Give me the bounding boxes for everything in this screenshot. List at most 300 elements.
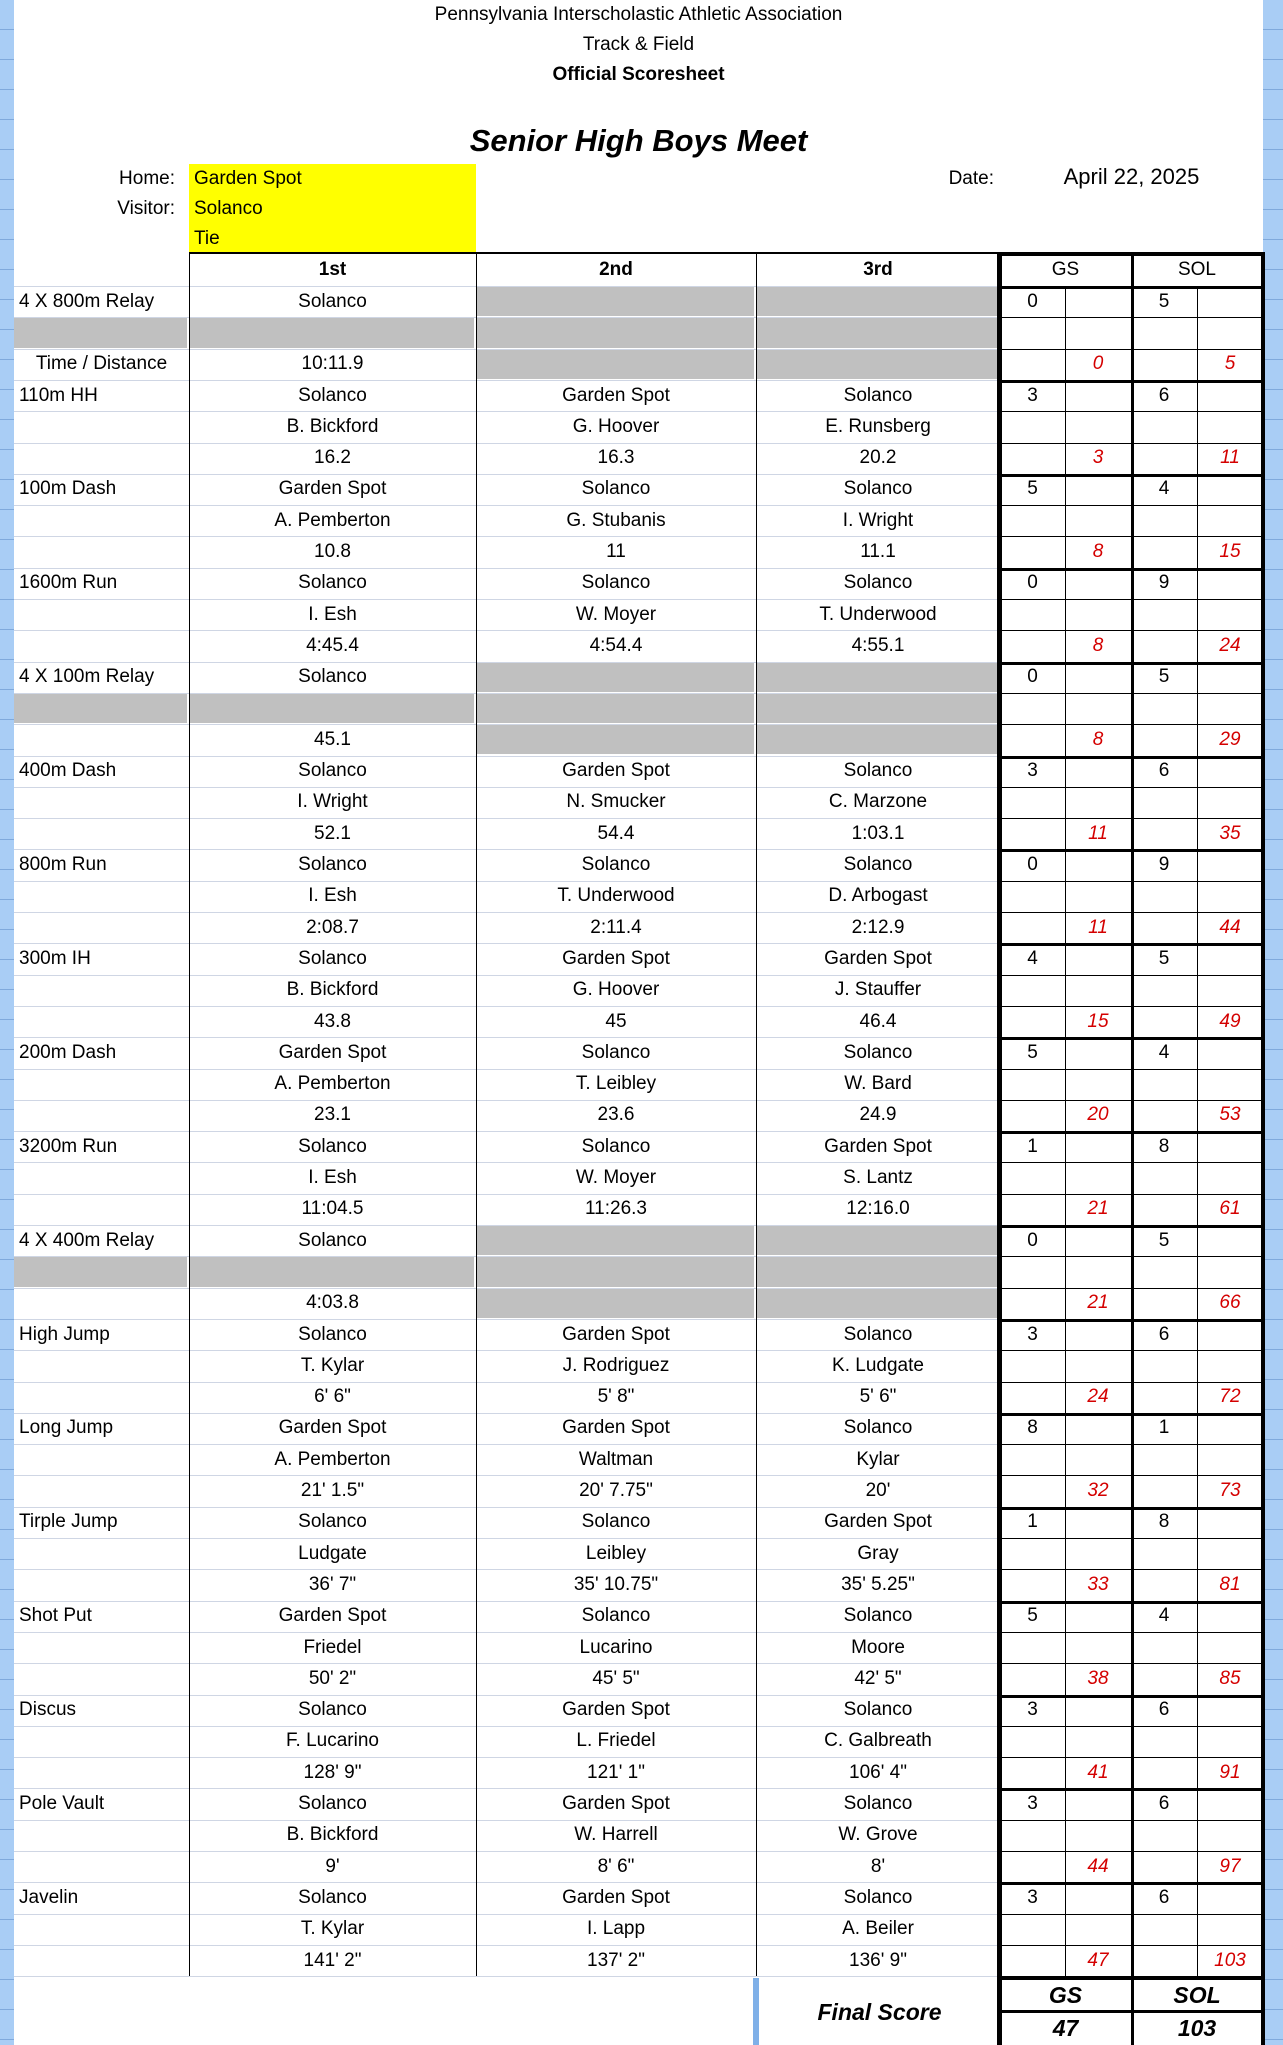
sol-running-total: 85	[1219, 1667, 1241, 1689]
sol-running-total: 15	[1219, 541, 1241, 563]
grid-row-line	[14, 1757, 1000, 1758]
third-athlete[interactable]: I. Wright	[842, 509, 914, 531]
third-mark[interactable]: 46.4	[859, 1010, 897, 1032]
left-row-strip	[0, 0, 14, 2045]
gs-running-total: 11	[1088, 822, 1108, 844]
blank-cell	[756, 1257, 998, 1286]
gs-points: 5	[1027, 1041, 1038, 1063]
blank-cell	[476, 694, 754, 723]
second-athlete[interactable]: G. Hoover	[572, 979, 660, 1001]
sol-running-total: 35	[1219, 822, 1241, 844]
score-col-line	[1131, 286, 1134, 1976]
second-team[interactable]: Solanco	[581, 1511, 651, 1533]
second-athlete[interactable]: I. Lapp	[586, 1918, 646, 1940]
blank-cell	[476, 318, 754, 347]
final-gs-label: GS	[1048, 1981, 1083, 2008]
first-mark[interactable]: 45.1	[314, 728, 351, 750]
first-mark[interactable]: 52.1	[314, 822, 351, 844]
second-athlete[interactable]: T. Underwood	[557, 885, 675, 907]
second-team[interactable]: Garden Spot	[562, 384, 670, 406]
final-gs-score: 47	[1052, 2015, 1079, 2041]
gs-points: 4	[1027, 947, 1038, 969]
second-mark[interactable]: 137' 2"	[587, 1949, 645, 1971]
second-athlete[interactable]: N. Smucker	[566, 791, 666, 813]
grid-row-line	[14, 505, 1000, 506]
gs-points: 1	[1027, 1511, 1038, 1533]
third-athlete[interactable]: W. Bard	[844, 1073, 912, 1095]
first-athlete[interactable]: Ludgate	[298, 1542, 367, 1564]
first-athlete[interactable]: T. Kylar	[300, 1354, 365, 1376]
gs-points: 3	[1027, 1323, 1038, 1345]
third-athlete[interactable]: W. Grove	[838, 1824, 918, 1846]
first-team[interactable]: Solanco	[298, 947, 367, 969]
first-athlete[interactable]: I. Wright	[297, 791, 368, 813]
third-mark[interactable]: 106' 4"	[849, 1761, 907, 1783]
grid-row-line	[14, 349, 1000, 350]
blank-cell	[476, 1289, 754, 1318]
blank-cell	[756, 287, 998, 316]
first-team[interactable]: Garden Spot	[278, 478, 387, 500]
gs-running-total: 0	[1092, 353, 1104, 375]
first-athlete[interactable]: A. Pemberton	[274, 1448, 391, 1470]
first-team[interactable]: Solanco	[298, 290, 367, 312]
blank-cell	[476, 1226, 754, 1255]
gs-points: 0	[1027, 1229, 1038, 1251]
home-team[interactable]: Garden Spot	[189, 164, 476, 194]
sol-points: 5	[1158, 666, 1170, 688]
blank-cell	[476, 663, 754, 692]
second-athlete[interactable]: Lucarino	[579, 1636, 653, 1658]
third-team[interactable]: Solanco	[843, 572, 913, 594]
gs-running-total: 21	[1087, 1292, 1109, 1314]
grid-row-line	[14, 1507, 1000, 1508]
sol-points: 8	[1158, 1511, 1170, 1533]
blank-cell	[189, 318, 474, 347]
first-team[interactable]: Garden Spot	[278, 1041, 387, 1063]
score-mid-head	[1131, 254, 1134, 286]
gs-running-total: 20	[1087, 1104, 1109, 1126]
meet-date[interactable]: April 22, 2025	[1063, 164, 1200, 189]
grid-col-line	[476, 254, 477, 1976]
third-team[interactable]: Garden Spot	[824, 1511, 932, 1533]
grid-row-line	[14, 1256, 1000, 1257]
score-col-line	[1197, 286, 1198, 1976]
second-team[interactable]: Solanco	[581, 1605, 651, 1627]
blank-cell	[756, 318, 998, 347]
second-team[interactable]: Solanco	[581, 478, 651, 500]
event-name: High Jump	[19, 1323, 110, 1345]
sol-points: 9	[1158, 572, 1170, 594]
grid-row-line	[14, 1663, 1000, 1664]
second-mark[interactable]: 23.6	[597, 1104, 635, 1126]
first-mark[interactable]: 141' 2"	[303, 1949, 362, 1971]
grid-row-line	[14, 411, 1000, 412]
col-gs: GS	[1051, 259, 1080, 280]
third-mark[interactable]: 4:55.1	[851, 634, 905, 656]
org-name: Pennsylvania Interscholastic Athletic Association	[434, 4, 843, 25]
first-mark[interactable]: 23.1	[314, 1104, 351, 1126]
final-score-label: Final Score	[817, 1998, 942, 2025]
second-athlete[interactable]: W. Moyer	[575, 1167, 657, 1189]
first-team[interactable]: Solanco	[298, 572, 367, 594]
grid-row-line	[14, 1350, 1000, 1351]
first-mark[interactable]: 6' 6"	[314, 1386, 351, 1408]
third-athlete[interactable]: Moore	[851, 1636, 905, 1658]
second-team[interactable]: Garden Spot	[562, 1793, 670, 1815]
second-athlete[interactable]: Waltman	[578, 1448, 654, 1470]
first-athlete[interactable]: F. Lucarino	[286, 1730, 379, 1752]
third-team[interactable]: Solanco	[843, 1323, 913, 1345]
first-mark[interactable]: 50' 2"	[308, 1667, 357, 1689]
second-team[interactable]: Garden Spot	[562, 1417, 670, 1439]
gs-points: 8	[1027, 1417, 1038, 1439]
second-athlete[interactable]: W. Harrell	[574, 1824, 658, 1846]
third-mark[interactable]: 5' 6"	[859, 1386, 897, 1408]
grid-row-line	[14, 662, 1000, 663]
event-name: Pole Vault	[19, 1793, 105, 1815]
first-mark[interactable]: 36' 7"	[308, 1573, 357, 1595]
gs-points: 0	[1027, 666, 1038, 688]
gs-running-total: 24	[1087, 1386, 1109, 1408]
second-mark[interactable]: 8' 6"	[597, 1855, 635, 1877]
sol-running-total: 103	[1214, 1949, 1246, 1971]
grid-row-line	[14, 1444, 1000, 1445]
grid-row-line	[14, 1413, 1000, 1414]
event-name: 4 X 400m Relay	[19, 1229, 155, 1251]
grid-row-line	[14, 1914, 1000, 1915]
blank-cell	[476, 350, 754, 379]
sol-running-total: 44	[1219, 916, 1241, 938]
third-mark[interactable]: 136' 9"	[849, 1949, 907, 1971]
grid-row-line	[14, 1475, 1000, 1476]
grid-row-line	[14, 1006, 1000, 1007]
col-first: 1st	[318, 259, 347, 280]
first-mark[interactable]: 9'	[325, 1855, 340, 1877]
sol-running-total: 97	[1219, 1855, 1241, 1877]
gs-points: 3	[1027, 1793, 1038, 1815]
second-team[interactable]: Solanco	[581, 572, 651, 594]
third-team[interactable]: Solanco	[843, 1417, 913, 1439]
score-right-border	[1261, 252, 1265, 2045]
blank-cell	[14, 318, 187, 347]
event-name: 3200m Run	[19, 1135, 118, 1157]
event-name: Javelin	[19, 1886, 79, 1908]
third-mark[interactable]: 12:16.0	[846, 1198, 910, 1220]
second-team[interactable]: Garden Spot	[562, 947, 670, 969]
first-team[interactable]: Garden Spot	[278, 1605, 387, 1627]
grid-row-line	[14, 1382, 1000, 1383]
first-team[interactable]: Solanco	[298, 384, 367, 406]
sol-running-total: 61	[1219, 1198, 1241, 1220]
third-athlete[interactable]: C. Marzone	[828, 791, 928, 813]
first-team[interactable]: Solanco	[298, 666, 367, 688]
first-mark[interactable]: 10.8	[314, 541, 351, 563]
grid-row-line	[14, 536, 1000, 537]
third-mark[interactable]: 24.9	[859, 1104, 897, 1126]
third-team[interactable]: Solanco	[843, 1699, 913, 1721]
blank-cell	[756, 1226, 998, 1255]
second-athlete[interactable]: T. Leibley	[575, 1073, 657, 1095]
visitor-team[interactable]: Solanco	[189, 194, 476, 224]
grid-row-line	[14, 1820, 1000, 1821]
grid-row-line	[14, 474, 1000, 475]
first-team[interactable]: Solanco	[298, 1323, 367, 1345]
third-athlete[interactable]: Kylar	[856, 1448, 900, 1470]
first-team[interactable]: Solanco	[298, 1135, 367, 1157]
sol-running-total: 5	[1224, 353, 1236, 375]
second-mark[interactable]: 54.4	[597, 822, 635, 844]
second-mark[interactable]: 35' 10.75"	[573, 1573, 659, 1595]
sol-running-total: 73	[1219, 1480, 1241, 1502]
first-athlete[interactable]: B. Bickford	[286, 979, 379, 1001]
sol-running-total: 24	[1219, 634, 1241, 656]
grid-row-line	[14, 849, 1000, 850]
third-mark[interactable]: 8'	[870, 1855, 886, 1877]
blank-cell	[476, 287, 754, 316]
grid-row-line	[14, 1976, 1000, 1977]
grid-row-line	[14, 1319, 1000, 1320]
third-athlete[interactable]: C. Galbreath	[824, 1730, 932, 1752]
third-team[interactable]: Solanco	[843, 1886, 913, 1908]
final-sol-label: SOL	[1173, 1981, 1221, 2008]
event-name: 800m Run	[19, 854, 107, 876]
first-mark[interactable]: 16.2	[314, 447, 351, 469]
third-team[interactable]: Solanco	[843, 854, 913, 876]
gs-running-total: 21	[1087, 1198, 1109, 1220]
gs-running-total: 44	[1087, 1855, 1109, 1877]
third-team[interactable]: Garden Spot	[824, 1135, 932, 1157]
third-athlete[interactable]: S. Lantz	[843, 1167, 913, 1189]
third-mark[interactable]: 42' 5"	[854, 1667, 902, 1689]
third-athlete[interactable]: T. Underwood	[819, 603, 937, 625]
grid-row-line	[14, 1538, 1000, 1539]
second-mark[interactable]: 11:26.3	[585, 1198, 647, 1220]
tie-cell[interactable]: Tie	[189, 224, 476, 254]
first-team[interactable]: Solanco	[298, 1511, 367, 1533]
second-team[interactable]: Solanco	[581, 1041, 651, 1063]
first-mark[interactable]: 4:45.4	[306, 634, 359, 656]
second-athlete[interactable]: J. Rodriguez	[562, 1354, 670, 1376]
event-name: Shot Put	[19, 1605, 92, 1627]
gs-running-total: 38	[1087, 1667, 1109, 1689]
third-team[interactable]: Garden Spot	[824, 947, 932, 969]
first-mark[interactable]: 10:11.9	[301, 353, 364, 375]
third-athlete[interactable]: Gray	[857, 1542, 899, 1564]
event-name: 1600m Run	[19, 572, 118, 594]
second-mark[interactable]: 5' 8"	[597, 1386, 635, 1408]
third-mark[interactable]: 20.2	[859, 447, 897, 469]
event-name: 400m Dash	[19, 760, 117, 782]
second-team[interactable]: Garden Spot	[562, 760, 670, 782]
first-athlete[interactable]: B. Bickford	[286, 1824, 379, 1846]
second-mark[interactable]: 2:11.4	[590, 916, 642, 938]
grid-row-line	[14, 1288, 1000, 1289]
sol-points: 6	[1158, 1886, 1170, 1908]
grid-row-line	[14, 1225, 1000, 1226]
grid-row-line	[14, 630, 1000, 631]
blank-cell	[189, 694, 474, 723]
sol-points: 4	[1158, 1041, 1170, 1063]
second-athlete[interactable]: L. Friedel	[576, 1730, 656, 1752]
third-athlete[interactable]: E. Runsberg	[825, 415, 931, 437]
sol-running-total: 66	[1219, 1292, 1241, 1314]
gs-running-total: 3	[1092, 447, 1104, 469]
grid-row-line	[14, 787, 1000, 788]
second-mark[interactable]: 45	[605, 1010, 627, 1032]
sol-points: 8	[1158, 1135, 1170, 1157]
first-athlete[interactable]: B. Bickford	[286, 415, 379, 437]
second-athlete[interactable]: Leibley	[585, 1542, 647, 1564]
col-second: 2nd	[599, 259, 633, 280]
first-team[interactable]: Solanco	[298, 1886, 367, 1908]
first-athlete[interactable]: I. Esh	[308, 1167, 357, 1189]
third-mark[interactable]: 35' 5.25"	[841, 1573, 915, 1595]
event-name: 4 X 800m Relay	[19, 290, 155, 312]
score-col-line	[1065, 286, 1066, 1976]
grid-row-line	[14, 1194, 1000, 1195]
third-team[interactable]: Solanco	[843, 1793, 913, 1815]
gs-running-total: 47	[1087, 1949, 1109, 1971]
second-mark[interactable]: 121' 1"	[587, 1761, 645, 1783]
second-mark[interactable]: 20' 7.75"	[579, 1480, 653, 1502]
second-athlete[interactable]: G. Stubanis	[566, 509, 666, 531]
event-name: Long Jump	[19, 1417, 114, 1439]
gs-points: 3	[1027, 1699, 1038, 1721]
first-mark[interactable]: 43.8	[314, 1010, 351, 1032]
first-team[interactable]: Solanco	[298, 1793, 367, 1815]
grid-row-line	[14, 1851, 1000, 1852]
first-team[interactable]: Garden Spot	[278, 1417, 387, 1439]
sol-points: 9	[1158, 854, 1170, 876]
gs-running-total: 8	[1092, 728, 1104, 750]
doc-title: Official Scoresheet	[552, 64, 725, 85]
page-title: Senior High Boys Meet	[469, 123, 808, 158]
second-mark[interactable]: 16.3	[597, 447, 635, 469]
second-mark[interactable]: 45' 5"	[592, 1667, 640, 1689]
third-team[interactable]: Solanco	[843, 384, 913, 406]
gs-running-total: 8	[1092, 634, 1104, 656]
first-athlete[interactable]: T. Kylar	[300, 1918, 365, 1940]
grid-row-line	[14, 286, 1000, 287]
grid-row-line	[14, 1100, 1000, 1101]
third-athlete[interactable]: K. Ludgate	[832, 1354, 924, 1376]
first-athlete[interactable]: Friedel	[303, 1636, 362, 1658]
grid-row-line	[14, 599, 1000, 600]
sport-name: Track & Field	[582, 34, 695, 55]
gs-running-total: 41	[1087, 1761, 1109, 1783]
third-mark[interactable]: 1:03.1	[851, 822, 905, 844]
sol-running-total: 49	[1219, 1010, 1241, 1032]
gs-points: 5	[1027, 478, 1038, 500]
first-mark[interactable]: 21' 1.5"	[300, 1480, 365, 1502]
second-mark[interactable]: 4:54.4	[589, 634, 643, 656]
first-athlete[interactable]: A. Pemberton	[274, 509, 391, 531]
gs-running-total: 15	[1087, 1010, 1109, 1032]
grid-row-line	[14, 912, 1000, 913]
second-athlete[interactable]: G. Hoover	[572, 415, 660, 437]
grid-col-line	[756, 254, 757, 1976]
blank-cell	[756, 694, 998, 723]
grid-row-line	[14, 1601, 1000, 1602]
third-athlete[interactable]: A. Beiler	[842, 1918, 914, 1940]
sol-running-total: 11	[1220, 447, 1240, 469]
grid-row-line	[14, 443, 1000, 444]
third-athlete[interactable]: D. Arbogast	[828, 885, 928, 907]
second-team[interactable]: Garden Spot	[562, 1699, 670, 1721]
second-team[interactable]: Solanco	[581, 854, 651, 876]
second-mark[interactable]: 11	[606, 541, 626, 563]
first-athlete[interactable]: A. Pemberton	[274, 1073, 391, 1095]
second-team[interactable]: Garden Spot	[562, 1323, 670, 1345]
blank-cell	[14, 694, 187, 723]
third-team[interactable]: Solanco	[843, 1041, 913, 1063]
blank-cell	[476, 725, 754, 754]
event-name: 100m Dash	[19, 478, 117, 500]
grid-row-line	[14, 1726, 1000, 1727]
third-team[interactable]: Solanco	[843, 1605, 913, 1627]
grid-row-line	[14, 1695, 1000, 1696]
gs-points: 1	[1027, 1135, 1038, 1157]
sol-points: 6	[1158, 760, 1170, 782]
third-team[interactable]: Solanco	[843, 760, 913, 782]
gs-points: 3	[1027, 384, 1038, 406]
gs-points: 0	[1027, 572, 1038, 594]
third-athlete[interactable]: J. Stauffer	[834, 979, 922, 1001]
first-athlete[interactable]: I. Esh	[308, 603, 357, 625]
first-athlete[interactable]: I. Esh	[308, 885, 357, 907]
sol-points: 5	[1158, 290, 1170, 312]
sol-points: 5	[1158, 947, 1170, 969]
first-team[interactable]: Solanco	[298, 1699, 367, 1721]
third-mark[interactable]: 20'	[865, 1480, 891, 1502]
sol-points: 6	[1158, 1793, 1170, 1815]
first-mark[interactable]: 11:04.5	[301, 1198, 364, 1220]
grid-row-line	[14, 1788, 1000, 1789]
blank-cell	[476, 1257, 754, 1286]
sol-points: 6	[1158, 1323, 1170, 1345]
grid-row-line	[14, 756, 1000, 757]
first-mark[interactable]: 4:03.8	[306, 1292, 359, 1314]
first-mark[interactable]: 2:08.7	[306, 916, 359, 938]
home-label: Home:	[119, 168, 175, 189]
event-name: 110m HH	[19, 384, 98, 406]
sol-running-total: 29	[1219, 728, 1241, 750]
first-team[interactable]: Solanco	[298, 1229, 367, 1251]
event-name: Discus	[19, 1699, 77, 1721]
grid-row-line	[14, 1569, 1000, 1570]
second-team[interactable]: Garden Spot	[562, 1886, 670, 1908]
sol-points: 6	[1158, 1699, 1170, 1721]
third-mark[interactable]: 11.1	[860, 541, 896, 563]
visitor-label: Visitor:	[117, 198, 175, 219]
score-left-border	[997, 252, 1002, 2045]
blank-cell	[756, 725, 998, 754]
sol-running-total: 91	[1219, 1761, 1241, 1783]
blank-cell	[189, 1257, 474, 1286]
col-third: 3rd	[863, 259, 893, 280]
grid-row-line	[14, 975, 1000, 976]
grid-row-line	[14, 1037, 1000, 1038]
first-mark[interactable]: 128' 9"	[303, 1761, 362, 1783]
second-athlete[interactable]: W. Moyer	[575, 603, 657, 625]
first-team[interactable]: Solanco	[298, 854, 367, 876]
third-team[interactable]: Solanco	[843, 478, 913, 500]
gs-running-total: 8	[1092, 541, 1104, 563]
final-sol-score: 103	[1177, 2015, 1217, 2041]
third-mark[interactable]: 2:12.9	[851, 916, 905, 938]
second-team[interactable]: Solanco	[581, 1135, 651, 1157]
first-team[interactable]: Solanco	[298, 760, 367, 782]
